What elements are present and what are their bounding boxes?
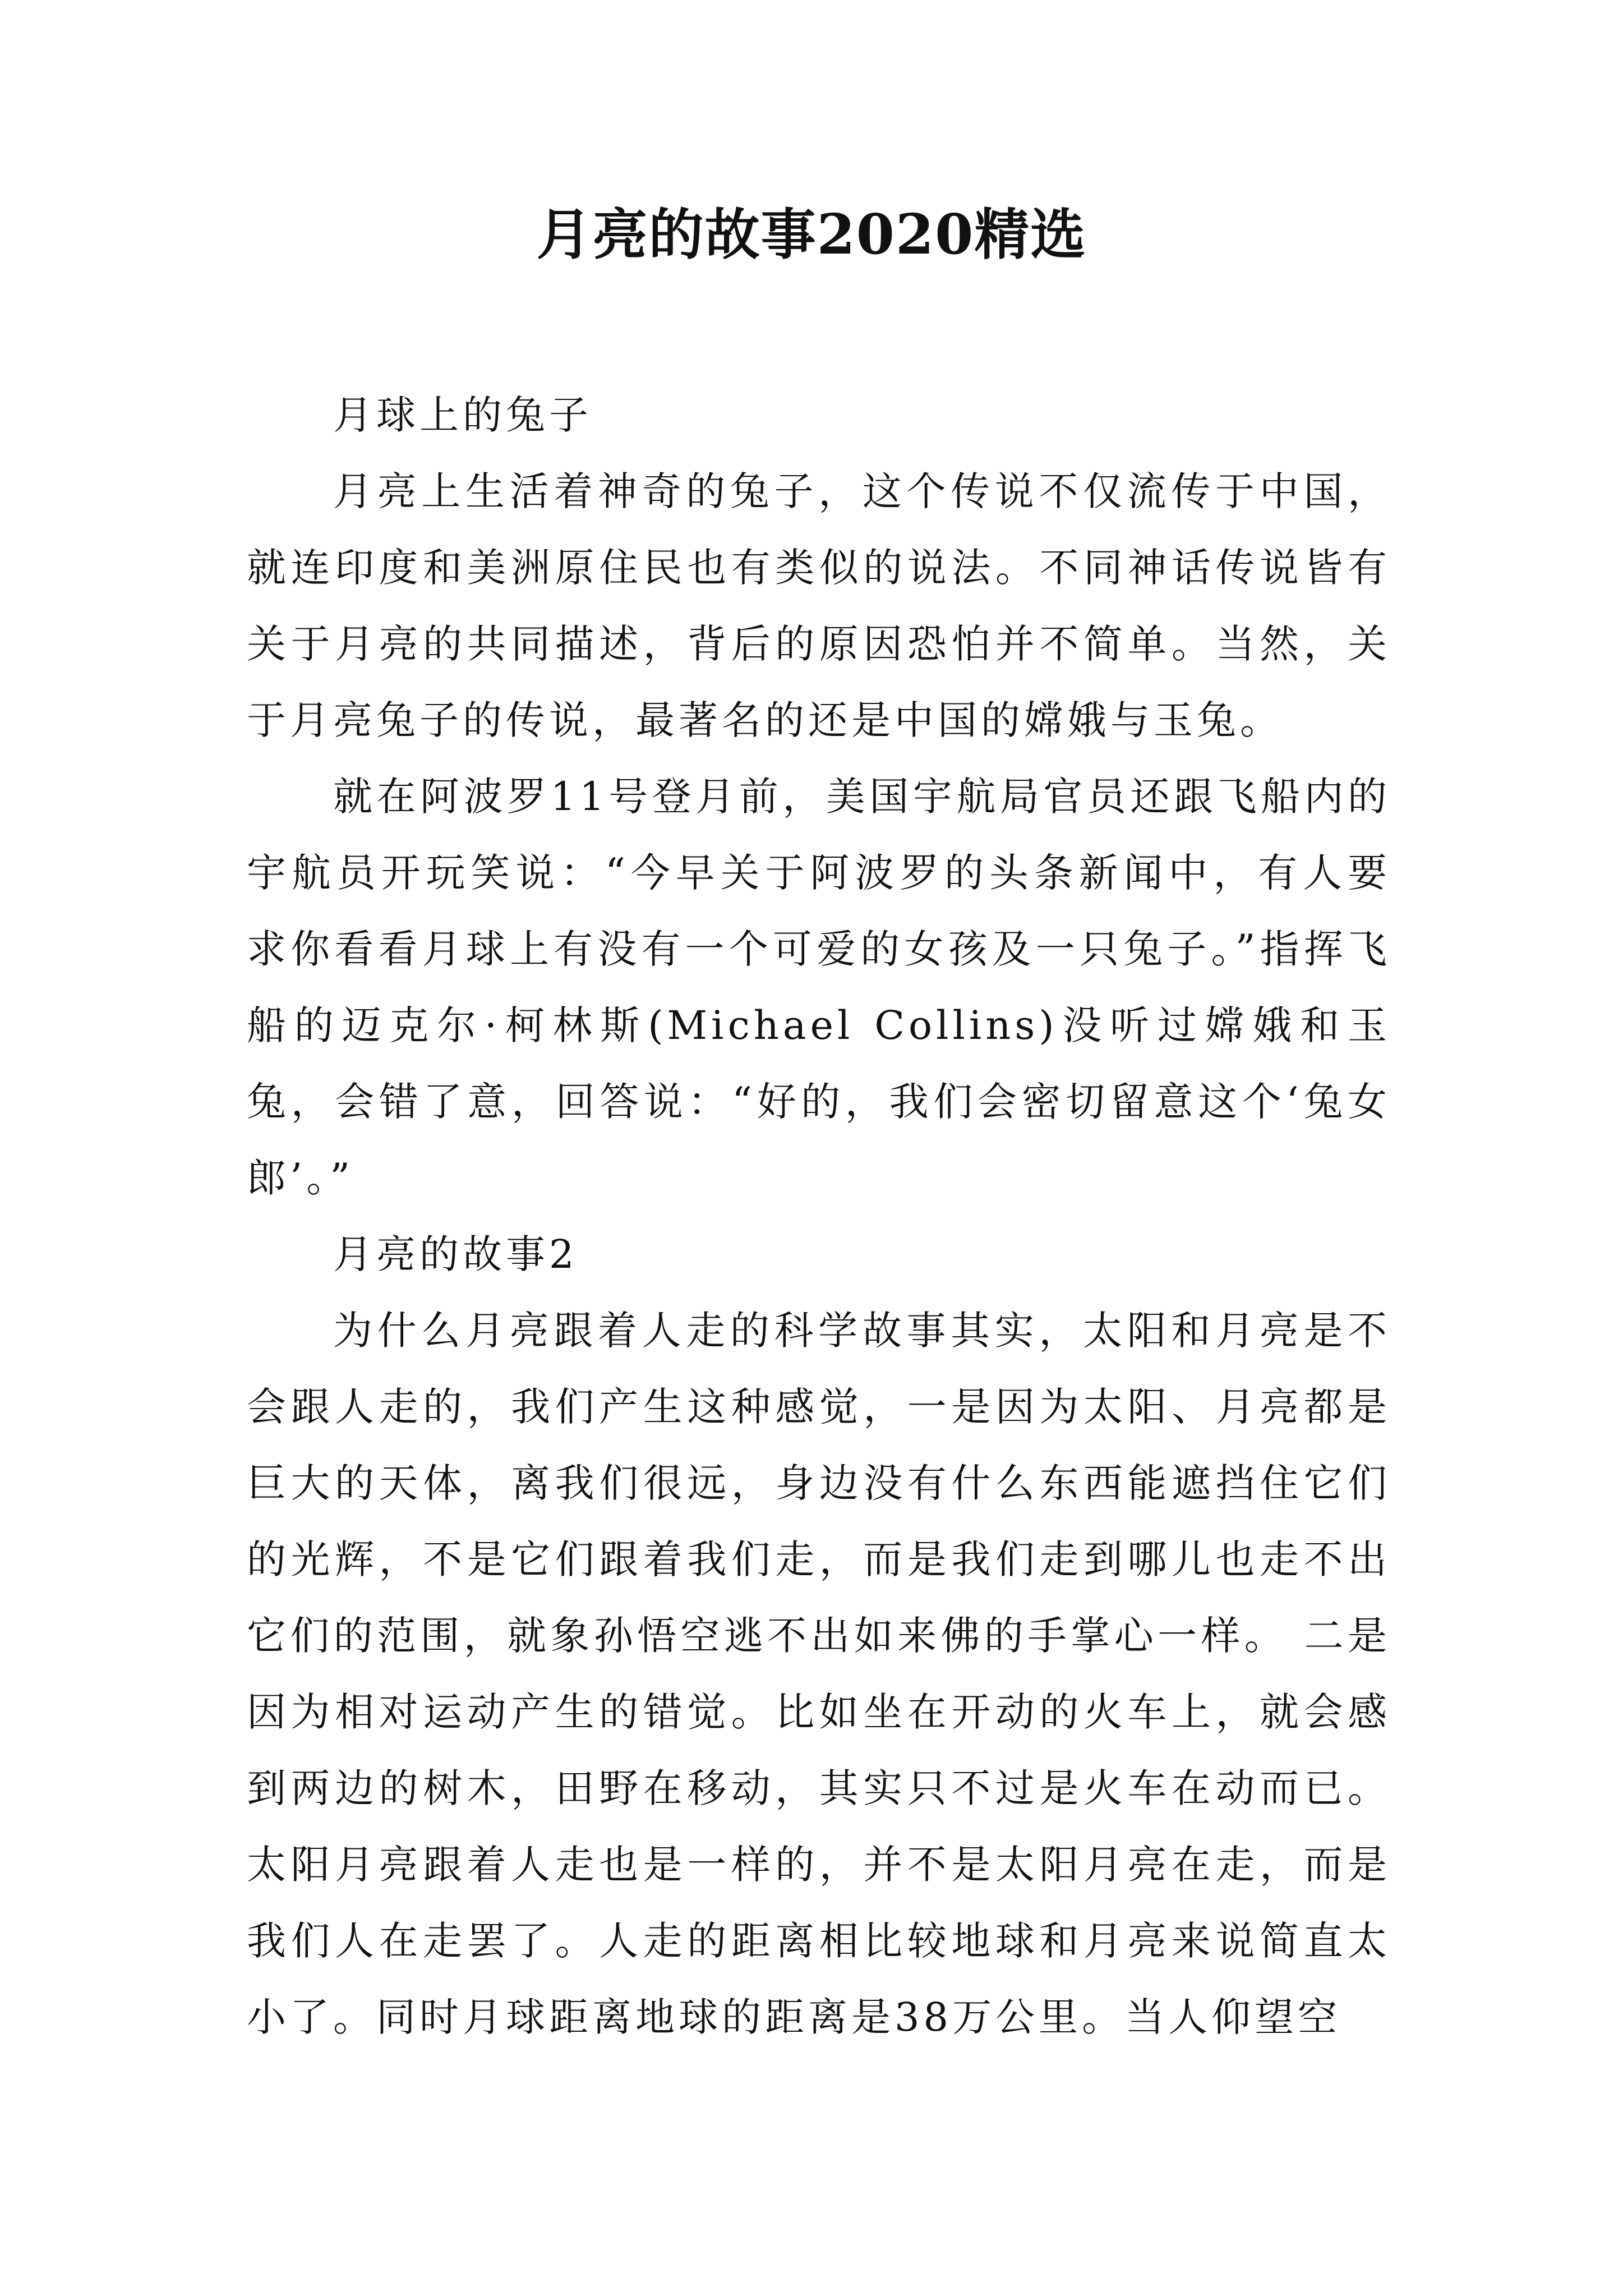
section-heading-moon-rabbit: 月球上的兔子 — [333, 392, 592, 438]
document-title: 月亮的故事2020精选 — [536, 203, 1087, 267]
document-body — [247, 377, 1391, 2055]
paragraph-rabbit-legend: 月亮上生活着神奇的兔子，这个传说不仅流传于中国，就连印度和美洲原住民也有类似的说法。不同神话传说皆有关于月亮的共同描述，背后的原因恐怕并不简单。当然，关于月亮兔子的传说，最著名的还是中国的嫦娥与玉兔。 — [247, 468, 1391, 743]
paragraph-moon-follows-people: 为什么月亮跟着人走的科学故事其实，太阳和月亮是不会跟人走的，我们产生这种感觉，一是因为太阳、月亮都是巨大的天体，离我们很远，身边没有什么东西能遮挡住它们的光辉，不是它们跟着我们走，而是我们走到哪儿也走不出它们的范围，就象孙悟空逃不出如来佛的手掌心一样。 二是因为相对运动产生的错觉。比如坐在开动的火车上，就会感到两边的树木，田野在移动，其实只不过是火车在动而已。太阳月亮跟着人走也是一样的，并不是太阳月亮在走，而是我们人在走罢了。人走的距离相比较地球和月亮来说简直太小了。同时月球距离地球的距离是38万公里。当人仰望空 — [247, 1308, 1391, 2040]
section-heading-moon-story-2: 月亮的故事2 — [333, 1231, 578, 1277]
paragraph-apollo-11: 就在阿波罗11号登月前，美国宇航局官员还跟飞船内的宇航员开玩笑说：“今早关于阿波罗的头条新闻中，有人要求你看看月球上有没有一个可爱的女孩及一只兔子。”指挥飞船的迈克尔·柯林斯(Michael Collins)没听过嫦娥和玉兔，会错了意，回答说：“好的，我们会密切留意这个‘兔女郎’。” — [247, 774, 1391, 1201]
